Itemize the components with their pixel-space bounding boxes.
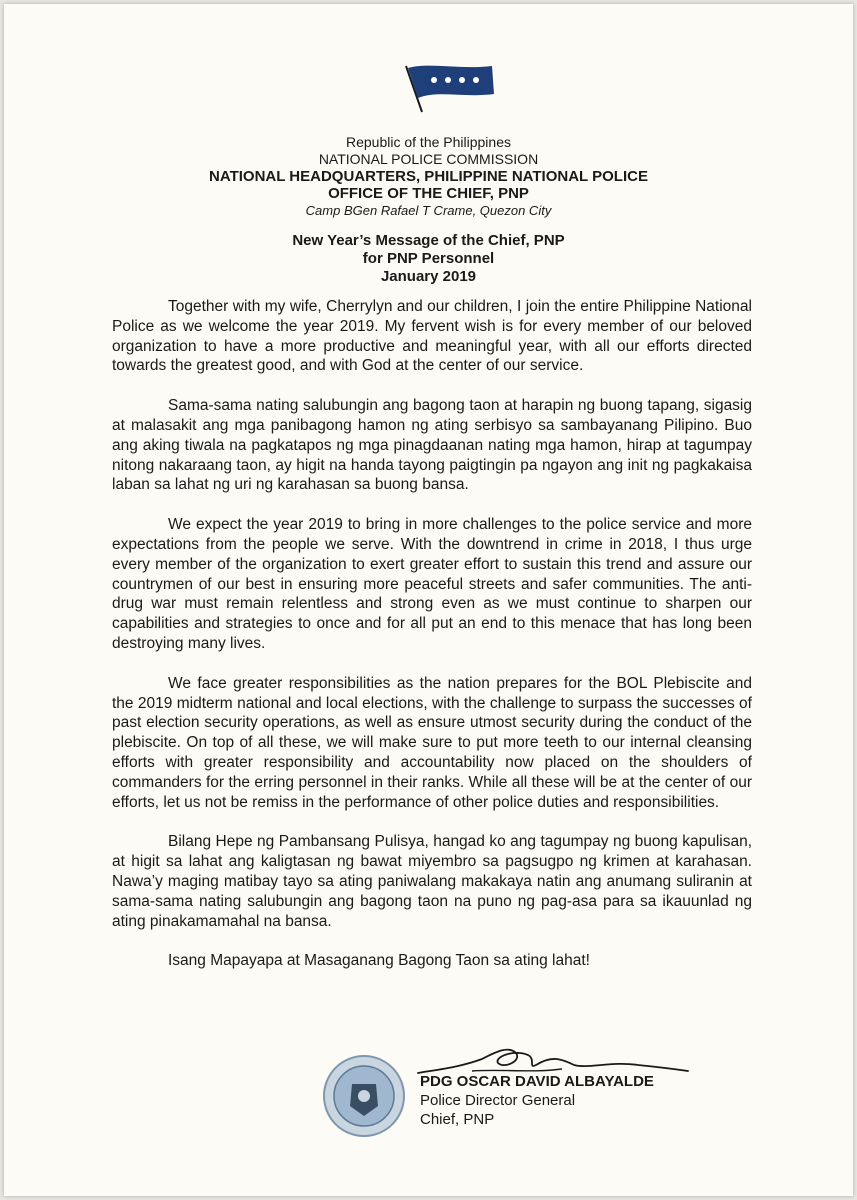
paragraph-2: Sama-sama nating salubungin ang bagong taon at harapin ng buong tapang, sigasig at malasakit ang mga panibagong hamon ng ating serbisyo sa sambayanang Pilipino. Buo ang aking tiwala na pagkatapos ng mga pinagdaanan nating mga hamon, hirap at tagumpay nitong nakaraang taon, ay higit na handa tayong paigtingin pa ngayon ang init ng pagkakaisa laban sa lahat ng uri ng karahasan sa buong bansa.	[112, 397, 752, 494]
paragraph-3: We expect the year 2019 to bring in more challenges to the police service and more expectations from the people we serve. With the downtrend in crime in 2018, I thus urge every member of the organization to exert greater effort to sustain this trend and assure our countrymen of our best in ensuring more peaceful streets and safer communities. The anti-drug war must remain relentless and strong even as we must continue to sharpen our capabilities and strategies to once and for all put an end to this menace that has long been destroying many lives.	[112, 516, 752, 652]
signatory-rank: Police Director General	[420, 1092, 576, 1109]
letterhead-republic: Republic of the Philippines	[346, 134, 511, 150]
paragraph-1: Together with my wife, Cherrylyn and our children, I join the entire Philippine National Police as we welcome the year 2019. My fervent wish is for every member of our beloved organization to have a more productive and meaningful year, with all our efforts directed towards the greatest good, and with God at the center of our service.	[112, 298, 752, 375]
message-title	[4, 232, 853, 286]
letterhead-office: OFFICE OF THE CHIEF, PNP	[328, 185, 529, 202]
signatory-name: PDG OSCAR DAVID ALBAYALDE	[420, 1073, 654, 1090]
pnp-seal-icon	[322, 1054, 406, 1138]
signatory-position: Chief, PNP	[420, 1111, 495, 1128]
signature-block	[420, 1072, 654, 1129]
letter-page	[4, 4, 853, 1196]
letterhead	[4, 134, 853, 219]
message-body	[112, 297, 752, 991]
title-line-1: New Year’s Message of the Chief, PNP	[292, 232, 565, 249]
letterhead-address: Camp BGen Rafael T Crame, Quezon City	[305, 203, 552, 218]
paragraph-4: We face greater responsibilities as the nation prepares for the BOL Plebiscite and the 2019 midterm national and local elections, with the challenge to surpass the successes of past election security operations, as well as ensure utmost security during the conduct of the plebiscite. On top of all these, we will make sure to put more teeth to our internal cleansing efforts with greater responsibility and accountability now placed on the shoulders of commanders for the erring personnel in their ranks. While all these will be at the center of our efforts, let us not be remiss in the performance of other police duties and responsibilities.	[112, 674, 752, 811]
letterhead-headquarters: NATIONAL HEADQUARTERS, PHILIPPINE NATIONAL POLICE	[209, 168, 648, 185]
title-line-2: for PNP Personnel	[362, 250, 495, 267]
four-star-flag-icon	[400, 56, 500, 116]
letterhead-napolcom: NATIONAL POLICE COMMISSION	[318, 151, 539, 167]
paragraph-5: Bilang Hepe ng Pambansang Pulisya, hangad ko ang tagumpay ng buong kapulisan, at higit sa lahat ang kaligtasan ng bawat miyembro sa pagsugpo ng krimen at karahasan. Nawa’y maging matibay tayo sa ating paniwalang makakaya natin ang anumang suliranin at sama-sama nating salubungin ang bagong taon na puno ng pag-asa para sa ikauunlad ng ating pinakamamahal na bansa.	[112, 833, 752, 930]
title-line-3: January 2019	[380, 268, 477, 285]
closing-greeting: Isang Mapayapa at Masaganang Bagong Taon sa ating lahat!	[168, 952, 590, 970]
